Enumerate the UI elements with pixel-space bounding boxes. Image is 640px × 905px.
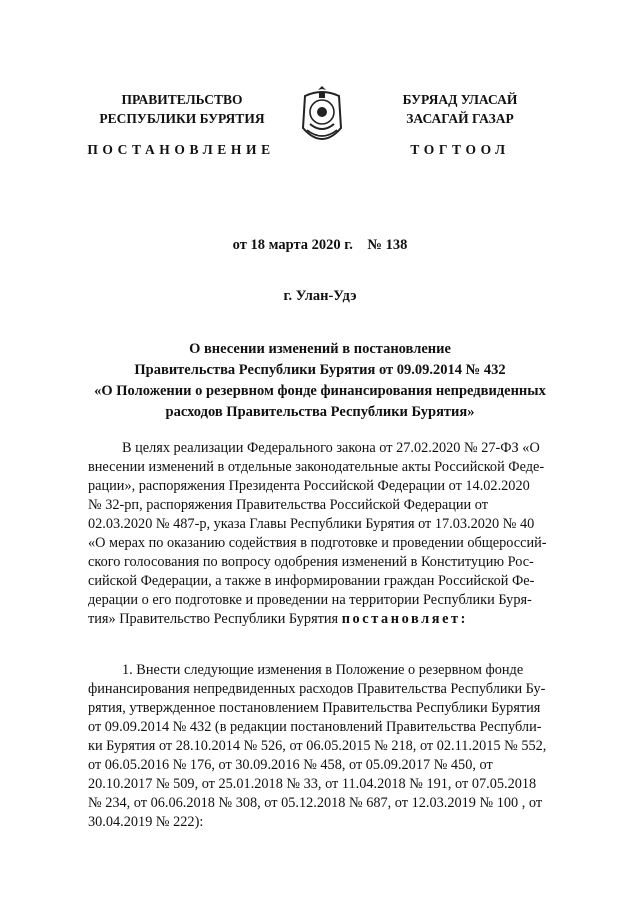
- title-line: Правительства Республики Бурятия от 09.09.2014 № 432: [134, 362, 506, 378]
- item-1-line: от 09.09.2014 № 432 (в редакции постановлений Правительства Республи-: [88, 719, 542, 735]
- preamble-line: сийской Федерации, а также в информировании граждан Российской Фе-: [88, 573, 535, 589]
- title-line: О внесении изменений в постановление: [189, 341, 451, 357]
- city: г. Улан-Удэ: [283, 288, 357, 304]
- preamble-line: рации», распоряжения Президента Российской Федерации от 14.02.2020: [88, 478, 530, 494]
- government-line-2-bua: ЗАСАГАЙ ГАЗАР: [406, 111, 514, 126]
- preamble-line: внесении изменений в отдельные законодательные акты Российской Феде-: [88, 459, 545, 475]
- government-name-ru: [92, 90, 272, 128]
- preamble-line: 02.03.2020 № 487-р, указа Главы Республики Бурятия от 17.03.2020 № 40: [88, 516, 535, 532]
- government-line-2: РЕСПУБЛИКИ БУРЯТИЯ: [99, 111, 265, 126]
- preamble-line: ского голосования по вопросу одобрения изменений в Конституцию Рос-: [88, 554, 534, 570]
- preamble-last-text: тия» Правительство Республики Бурятия: [88, 611, 339, 627]
- item-1-line: 20.10.2017 № 509, от 25.01.2018 № 33, от 11.04.2018 № 191, от 07.05.2018: [88, 776, 537, 792]
- document-title: [60, 339, 580, 423]
- item-1-line: от 06.05.2016 № 176, от 30.09.2016 № 458, от 05.09.2017 № 450, от: [88, 757, 493, 773]
- preamble-line: № 32-рп, распоряжения Правительства Российской Федерации от: [88, 497, 488, 513]
- item-1-line: 1. Внести следующие изменения в Положение о резервном фонде: [122, 662, 524, 678]
- government-line-1: ПРАВИТЕЛЬСТВО: [121, 92, 243, 107]
- doc-type-ru: ПОСТАНОВЛЕНИЕ: [87, 142, 275, 157]
- title-line: «О Положении о резервном фонде финансирования непредвиденных: [94, 383, 546, 399]
- item-1-line: № 234, от 06.06.2018 № 308, от 05.12.2018 № 687, от 12.03.2019 № 100 , от: [88, 795, 543, 811]
- preamble-line: В целях реализации Федерального закона от 27.02.2020 № 27-ФЗ «О: [122, 440, 540, 456]
- item-1-line: рятия, утвержденное постановлением Правительства Республики Бурятия: [88, 700, 541, 716]
- preamble-paragraph: [88, 439, 576, 629]
- preamble-line: дерации о его подготовке и проведении на территории Республики Буря-: [88, 592, 532, 608]
- item-1-line: ки Бурятия от 28.10.2014 № 526, от 06.05.2015 № 218, от 02.11.2015 № 552,: [88, 738, 547, 754]
- resolves-word: постановляет:: [341, 611, 469, 627]
- coat-of-arms-emblem: [299, 84, 345, 150]
- item-1-line-last: 30.04.2019 № 222):: [88, 814, 204, 830]
- title-line: расходов Правительства Республики Бурятия»: [165, 404, 475, 420]
- date-and-number: от 18 марта 2020 г. № 138: [232, 237, 408, 253]
- item-1-line: финансирования непредвиденных расходов Правительства Республики Бу-: [88, 681, 546, 697]
- doc-type-bua: ТОГТООЛ: [410, 142, 510, 157]
- government-line-1-bua: БУРЯАД УЛАСАЙ: [402, 92, 518, 107]
- preamble-line: «О мерах по оказанию содействия в подготовке и проведении общероссий-: [88, 535, 547, 551]
- government-name-bua: [372, 90, 548, 128]
- preamble-line-last: [88, 610, 576, 629]
- item-1-paragraph: [88, 661, 576, 832]
